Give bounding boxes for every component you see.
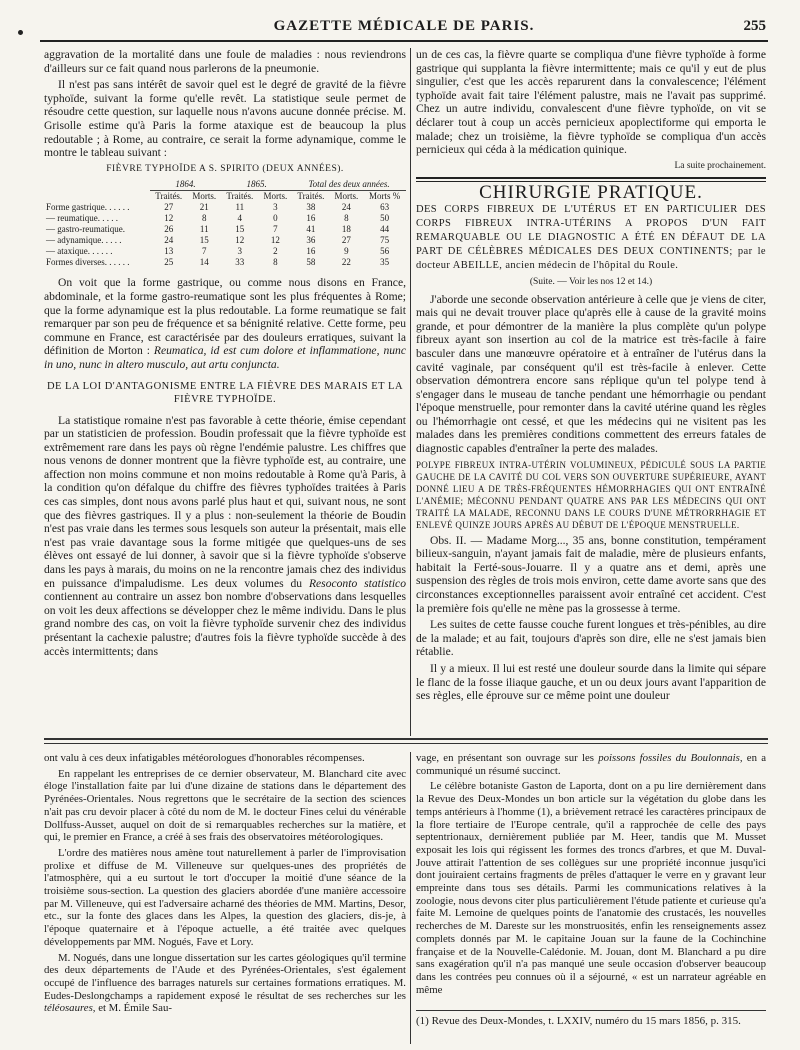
paragraph: Les suites de cette fausse couche furent longues et très-pénibles, au dire de la malade; et au fait, toujours d'après son dire, elle ne s'est jamais bien rétablie. [416, 618, 766, 659]
table-row [44, 224, 406, 235]
group-header-1865: 1865. [221, 179, 292, 191]
column-right-top [416, 48, 766, 706]
paragraph: ont valu à ces deux infatigables météorologues d'honorables récompenses. [44, 752, 365, 764]
column-left-top [44, 48, 406, 661]
page-header [40, 16, 768, 42]
column-header: Morts % [368, 191, 401, 202]
row-label: Forme gastrique. . . . . . [46, 202, 130, 213]
table-cell: 8 [202, 213, 207, 224]
table-cell: 75 [380, 235, 390, 246]
table-title: FIÈVRE TYPHOÏDE A S. SPIRITO (DEUX ANNÉES). [106, 163, 344, 174]
feuilleton-rule-1 [44, 738, 768, 740]
italic-title: poissons fossiles du Boulonnais, [598, 752, 743, 764]
table-cell: 63 [380, 202, 390, 213]
paragraph: Il n'est pas sans intérêt de savoir quel est le degré de gravité de la fièvre typhoïde, suivant la forme qu'elle revêt. La statistique seule permet de résoudre cette question, sur laquelle nous n'avons aucune donnée précise. M. Grisolle estime qu'à Paris la forme ataxique est de beaucoup la plus redoutable ; à Rome, au contraire, ce serait la forme adynamique, comme le montre le tableau suivant : [44, 78, 406, 160]
paragraph-text: contiennent au contraire un assez bon nombre d'observations dans lesquelles on voit les deux affections se développer chez le même individu. Dans le plus grand nombre des cas, on voit la fièvre typhoïde survenir chez des individus présentant la cachexie palustre; d'autres fois la fièvre typhoïde succède à des accès intermittents; dans [44, 590, 406, 658]
paragraph: un de ces cas, la fièvre quarte se compliqua d'une fièvre typhoïde à forme gastrique qui supplanta la fièvre intermittente; mais ce qu'il y eut de plus singulier, c'est que les accès reparurent dans la convalescence; l'élément typhoïde avait fait taire l'élément palustre, mais ne l'avait pas supprimé. Chez un autre individu, convalescent d'une fièvre typhoïde, on vit se déclarer tout à coup un accès pernicieux apoplectiforme qui emporta le malade; chez un troisième, la fièvre typhoïde se compliqua d'un accès pernicieux qui céda à la médication quinique. [416, 48, 766, 157]
table-cell: 16 [306, 213, 316, 224]
section-title: CHIRURGIE PRATIQUE. [479, 182, 703, 204]
table-cell: 13 [164, 246, 174, 257]
article-lead: DES CORPS FIBREUX DE L'UTÉRUS ET EN PARTICULIER DES CORPS FIBREUX INTRA-UTÉRINS A PROPOS D'UN FAIT REMARQUABLE OU LE DIAGNOSTIC A ÉTÉ EN DÉFAUT DE LA PART DE CÉLÈBRES MÉDICALES DES DEUX CONTINENTS; par le docteur ABEILLE, ancien médecin de l'hôpital du Roule. [416, 203, 766, 271]
table-cell: 0 [273, 213, 278, 224]
table-cell: 3 [237, 246, 243, 257]
latin-quote: Reumatica, id est cum dolore et inflammatione, nunc in uno, nunc in altero musculo, aut artu conjuncta. [44, 344, 406, 371]
continuation-ref: (Suite. — Voir les nos 12 et 14.) [529, 276, 653, 287]
table-cell: 25 [164, 257, 174, 268]
paragraph-text: M. Nogués, dans une longue dissertation sur les cartes géologiques qu'il termine des deux départements de l'Aude et des Pyrénées-Orientales, s'est également occupé de l'influence des barrages naturels sur certaines formations erratiques. M. Eudes-Deslongchamps a rapidement exposé le résultat de ses recherches sur les [44, 951, 406, 1002]
paragraph-text: La statistique romaine n'est pas favorable à cette théorie, émise cependant par un statisticien de profession. Boudin professait que la fièvre typhoïde est extrêmement rare dans les pays où règne l'endémie palustre. Les chiffres que nous venons de donner montrent que la fièvre typhoïde est, au contraire, une affection non moins commune et non moins redoutable à Rome qu'à Paris, à la condition qu'on défalque du chiffre des fièvres typhoïdes traitées à Paris ces cas simples, dont nous avons parlé plus haut et qui, suivant nous, ne sont que des fièvres gastriques. Il y a plus : non-seulement la théorie de Boudin n'est pas vraie dans les termes sous lesquels son auteur la présentait, mais elle n'est pas vraie davantage sous la forme mitigée que quelques-uns de ses élèves ont essayé de lui donner, à savoir que si la fièvre typhoïde s'observe dans les pays à marais, du moins on ne la rencontre jamais chez des individus en puissance d'impaludisme. Les deux volumes du [44, 413, 406, 590]
row-label: — ataxique. . . . . . [46, 246, 113, 257]
table-row [44, 257, 406, 268]
table-cell: 50 [380, 213, 390, 224]
paragraph-text: vage, en présentant son ouvrage sur les [416, 752, 594, 764]
table-cell: 33 [235, 257, 245, 268]
column-header: Traités. [297, 191, 325, 202]
column-header: Morts. [334, 191, 359, 202]
section-heading: DE LA LOI D'ANTAGONISME ENTRE LA FIÈVRE DES MARAIS ET LA FIÈVRE TYPHOÏDE. [46, 380, 404, 405]
table-cell: 36 [306, 235, 316, 246]
paragraph: En rappelant les entreprises de ce dernier observateur, M. Blanchard cite avec éloge l'installation faite par lui d'une dizaine de stations dans le département des Pyrénées-Orientales. Nous regrettons que le secrétaire de la section des sciences n'ait pas cru devoir placer à côté du nom de M. le docteur Fines celui du vénérable Dollfuss-Ausset, auquel on doit de si remarquables recherches sur la matière, et qui, le premier en France, a créé à ses frais des observatoires météorologiques. [44, 767, 406, 844]
table-group-header-row [44, 179, 406, 191]
table-cell: 9 [344, 246, 349, 257]
margin-dot [18, 30, 23, 35]
table-cell: 44 [380, 224, 390, 235]
column-header: Morts. [263, 191, 288, 202]
paragraph [44, 952, 406, 1016]
table-cell: 11 [199, 224, 209, 235]
row-label: — reumatique. . . . . [46, 213, 118, 224]
table-cell: 27 [164, 202, 174, 213]
group-header-total: Total des deux années. [292, 179, 406, 191]
footnote: (1) Revue des Deux-Mondes, t. LXXIV, numéro du 15 mars 1856, p. 315. [416, 1010, 766, 1027]
table-cell: 21 [199, 202, 209, 213]
group-header-1864: 1864. [150, 179, 221, 191]
table-cell: 58 [306, 257, 316, 268]
journal-title: GAZETTE MÉDICALE DE PARIS. [273, 18, 535, 34]
table-cell: 8 [344, 213, 349, 224]
table-row [44, 246, 406, 257]
table-cell: 14 [199, 257, 209, 268]
italic-term: téléosaures, [44, 1002, 96, 1015]
paragraph: Le célèbre botaniste Gaston de Laporta, dont on a pu lire dernièrement dans la Revue des Deux-Mondes un bon article sur la végétation du globe dans les temps antérieurs à l'homme (1), a brièvement retracé les caractères principaux de la flore tertiaire de l'Europe centrale, qu'il a rapprochée de celle des pays septentrionaux, dernièrement publiée par M. Heer, tandis que M. Musset exposait les lois qui régissent les formes des troncs d'arbres, et que M. Duval-Jouve attirait l'attention de ses collègues sur une propriété inconnue jusqu'ici dont jouiraient certains fragments de prêles d'attaquer le verre en y gravant leur empreinte dans tous ses détails. Parmi les communications relatives à la zoologie, nous devons citer plus particulièrement l'étude patiente et curieuse qu'a faite M. Lemoine de quelques points de l'anatomie des crustacés, les nouvelles recherches de M. Dareste sur les monstruosités, enfin les renseignements assez complets donnés par M. le capitaine Jouan sur la faune de la Cochinchine française et de la Nouvelle-Calédonie. M. Jouan, dont M. Blanchard a pu dire sans exagération qu'il n'a pas manqué une seule occasion d'observer beaucoup dans les contrées peu connues où il a séjourné, « est un narrateur agréable en même [416, 780, 766, 996]
table-row [44, 202, 406, 213]
paragraph-text: en a communiqué un résumé succinct. [416, 752, 767, 777]
italic-title: Resoconto statistico [308, 576, 406, 590]
column-left-bottom [44, 752, 406, 1018]
paragraph: J'aborde une seconde observation antérieure à celle que je viens de citer, mais qui ne devait trouver place qu'après elle à cause de la gravité moins grande, et pour démontrer de la manière la plus complète qu'un polype fibreux ayant son insertion au col de la matrice est très-facile à faire basculer dans une manœuvre opératoire et à entraîner de l'utérus dans la cavité vaginale, par conséquent qu'il est très-facile à enlever. Cette observation démontrera encore sans réplique qu'un tel polype tend à s'engager dans le museau de tanche pendant une hémorrhagie ou pendant l'époque menstruelle, pour remonter dans la cavité utérine quand les règles ou l'hémorrhagie ont cessé, et que les médecins qui ne visitent pas les malades dans les premières conditions commettent des erreurs fatales de diagnostic capables d'entraîner la perte des malades. [416, 292, 766, 456]
table-cell: 22 [341, 257, 351, 268]
table-cell: 3 [273, 202, 278, 213]
table-cell: 4 [237, 213, 243, 224]
paragraph: Obs. II. — Madame Morg..., 35 ans, bonne constitution, tempérament bilieux-sanguin, n'ayant jamais fait de maladie, mère de plusieurs enfants, habitait la Ferté-sous-Jouarre. Il y a quatre ans et demi, après une suspension des règles de trois mois environ, cette dame avorte sans que des circonstances exceptionnelles paraissent avoir entraîné cet accident. C'est la première fois qu'elle ne mène pas la grossesse à terme. [416, 533, 766, 615]
paragraph: aggravation de la mortalité dans une foule de maladies : nous reviendrons d'ailleurs sur ce fait quand nous parlerons de la pneumonie. [44, 48, 406, 75]
table-cell: 11 [235, 202, 245, 213]
table-cell: 7 [273, 224, 278, 235]
page-number: 255 [743, 18, 766, 34]
table-cell: 18 [341, 224, 351, 235]
table-cell: 24 [164, 235, 174, 246]
column-header: Morts. [192, 191, 217, 202]
row-label: — gastro-reumatique. [46, 224, 125, 235]
table-cell: 12 [235, 235, 245, 246]
paragraph [44, 276, 406, 371]
table-cell: 8 [273, 257, 278, 268]
column-divider-top [410, 48, 411, 736]
observation-heading: POLYPE FIBREUX INTRA-UTÉRIN VOLUMINEUX, PÉDICULÉ SOUS LA PARTIE GAUCHE DE LA CAVITÉ DU COL VERS SON OUVERTURE SUPÉRIEURE, AYANT DONNÉ LIEU A DE TRÈS-FRÉQUENTES HÉMORRHAGIES QUI ONT ENTRAÎNÉ L'ANÉMIE; MÉCONNU PENDANT QUATRE ANS PAR LES MÉDECINS QUI ONT TRAITÉ LA MALADE, RECONNU DANS LE COURS D'UNE MÉTRORRHAGIE ET ENLEVÉ QUINZE JOURS APRÈS AU DÉBUT DE L'ÉPOQUE MENSTRUELLE. [416, 459, 766, 530]
table-cell: 56 [380, 246, 390, 257]
column-header: Traités. [226, 191, 254, 202]
table-cell: 35 [380, 257, 390, 268]
table-cell: 16 [306, 246, 316, 257]
paragraph [416, 752, 766, 777]
paragraph [44, 414, 406, 659]
column-right-bottom [416, 752, 766, 999]
table-cell: 24 [341, 202, 351, 213]
paragraph-text: On voit que la forme gastrique, ou comme nous disons en France, abdominale, et la forme gastro-reumatique sont les plus fréquentes à Rome; que la forme adynamique est la plus redoutable. La forme reumatique se fait remarquer par son peu de fréquence et sa bénignité relative. Cette forme, peu commune en France, est caractérisée par des douleurs erratiques, suivant la définition de Morton : [44, 276, 406, 358]
paragraph: Il y a mieux. Il lui est resté une douleur sourde dans la limite qui sépare le flanc de la fosse iliaque gauche, et un ou deux jours avant l'apparition de ses règles, elle éprouve sur ce même point une douleur [416, 662, 766, 703]
feuilleton-rule-2 [44, 743, 768, 744]
table-cell: 12 [164, 213, 174, 224]
table-row [44, 213, 406, 224]
row-label: Formes diverses. . . . . . [46, 257, 130, 268]
table-cell: 27 [341, 235, 351, 246]
table-cell: 2 [273, 246, 278, 257]
column-divider-bottom [410, 752, 411, 1044]
table-cell: 41 [306, 224, 316, 235]
paragraph: L'ordre des matières nous amène tout naturellement à parler de l'improvisation prolixe et diffuse de M. Villeneuve sur quelques-unes des propriétés de l'atmosphère, qui a eu surtout le tort d'occuper la moitié d'une séance de la troisième sous-section. La question des glaciers abordée d'une manière accessoire par M. Villeneuve, qui est l'adversaire acharné des théories de MM. Martins, Desor, etc., sur la fonte des glaces dans les Alpes, la question des glaciers, dis-je, à l'époque quaternaire et à l'époque actuelle, a été traitée avec quelques développements par MM. Nogués, Fave et Lory. [44, 846, 406, 948]
column-header: Traités. [155, 191, 183, 202]
table-cell: 26 [164, 224, 174, 235]
table-cell: 38 [306, 202, 316, 213]
paragraph-text: et M. Émile Sau- [98, 1002, 172, 1015]
table-column-header-row [44, 191, 406, 203]
table-cell: 15 [199, 235, 209, 246]
fever-table [44, 179, 406, 268]
table-row [44, 235, 406, 246]
row-label: — adynamique. . . . . [46, 235, 122, 246]
suite-note: La suite prochainement. [674, 160, 766, 171]
table-cell: 7 [202, 246, 207, 257]
table-cell: 15 [235, 224, 245, 235]
table-cell: 12 [270, 235, 280, 246]
